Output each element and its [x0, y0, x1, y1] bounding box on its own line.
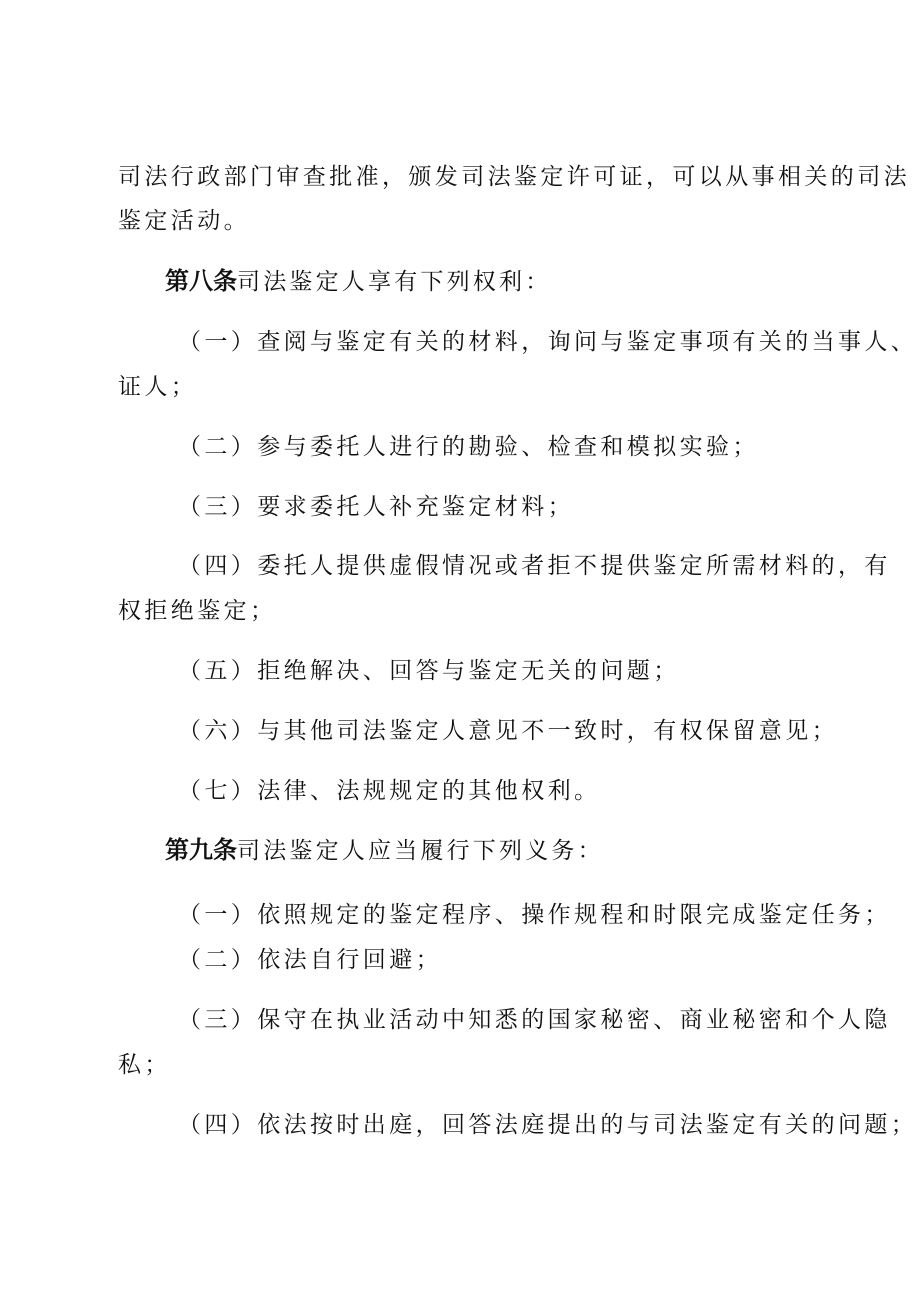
intro-line-2: 鉴定活动。 — [118, 208, 250, 234]
article-8-title: 第八条 — [165, 267, 237, 295]
article-8-heading — [165, 266, 551, 297]
article-9-item-3-line-1: （三）保守在执业活动中知悉的国家秘密、商业秘密和个人隐 — [178, 1007, 891, 1033]
article-9-title: 第九条 — [165, 836, 237, 864]
article-8-item-1-line-1: （一）查阅与鉴定有关的材料，询问与鉴定事项有关的当事人、 — [178, 329, 918, 355]
article-9-item-4: （四）依法按时出庭，回答法庭提出的与司法鉴定有关的问题； — [178, 1112, 918, 1138]
article-9-heading — [165, 835, 604, 866]
article-8-item-2: （二）参与委托人进行的勘验、检查和模拟实验； — [178, 434, 759, 460]
article-9-item-1: （一）依照规定的鉴定程序、操作规程和时限完成鉴定任务； — [178, 902, 891, 928]
article-9-item-2: （二）依法自行回避； — [178, 947, 442, 973]
article-8-item-6: （六）与其他司法鉴定人意见不一致时，有权保留意见； — [178, 718, 838, 744]
article-8-item-1-line-2: 证人； — [118, 374, 198, 400]
article-8-text: 司法鉴定人享有下列权利： — [237, 269, 552, 295]
intro-line-1: 司法行政部门审查批准，颁发司法鉴定许可证，可以从事相关的司法 — [118, 164, 910, 190]
article-8-item-3: （三）要求委托人补充鉴定材料； — [178, 494, 574, 520]
article-8-item-7: （七）法律、法规规定的其他权利。 — [178, 778, 601, 804]
article-8-item-4-line-1: （四）委托人提供虚假情况或者拒不提供鉴定所需材料的，有 — [178, 553, 891, 579]
article-9-text: 司法鉴定人应当履行下列义务： — [237, 838, 604, 864]
article-8-item-5: （五）拒绝解决、回答与鉴定无关的问题； — [178, 658, 680, 684]
article-9-item-3-line-2: 私； — [118, 1052, 171, 1078]
article-8-item-4-line-2: 权拒绝鉴定； — [118, 598, 277, 624]
